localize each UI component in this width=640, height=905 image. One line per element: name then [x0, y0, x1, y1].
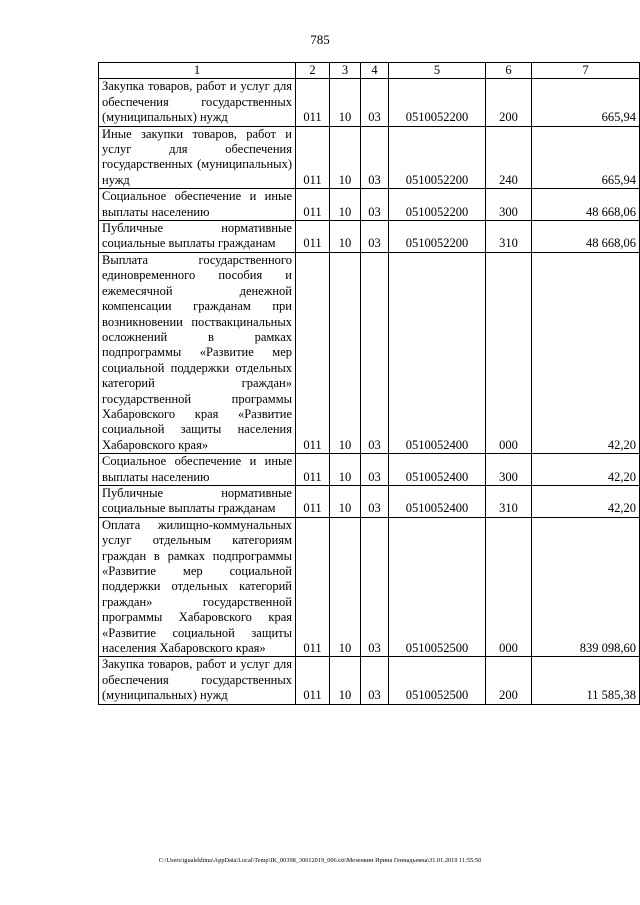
row-target-article: 0510052500 — [389, 657, 486, 704]
row-expense-type: 310 — [486, 485, 532, 517]
header-col-4: 4 — [361, 63, 389, 79]
row-ministry-code: 011 — [296, 657, 330, 704]
row-target-article: 0510052400 — [389, 252, 486, 453]
row-description: Оплата жилищно-коммунальных услуг отдельным категориям граждан в рамках подпрограммы «Развитие мер социальной поддержки отдельных категорий граждан» государственной программы Хабаровского края «Развитие социальной защиты населения Хабаровского края» — [99, 517, 296, 657]
page-number: 785 — [310, 32, 330, 47]
table-row — [99, 221, 640, 253]
row-section-code: 10 — [330, 485, 361, 517]
table-row — [99, 657, 640, 704]
table-row — [99, 517, 640, 657]
row-amount: 42,20 — [532, 252, 640, 453]
row-description: Иные закупки товаров, работ и услуг для обеспечения государственных (муниципальных) нужд — [99, 126, 296, 189]
row-description: Социальное обеспечение и иные выплаты населению — [99, 454, 296, 486]
row-description: Закупка товаров, работ и услуг для обеспечения государственных (муниципальных) нужд — [99, 657, 296, 704]
row-description: Публичные нормативные социальные выплаты гражданам — [99, 485, 296, 517]
table-row — [99, 126, 640, 189]
row-target-article: 0510052400 — [389, 454, 486, 486]
header-col-3: 3 — [330, 63, 361, 79]
header-col-7: 7 — [532, 63, 640, 79]
row-section-code: 10 — [330, 454, 361, 486]
row-section-code: 10 — [330, 126, 361, 189]
row-section-code: 10 — [330, 189, 361, 221]
row-section-code: 10 — [330, 79, 361, 126]
row-target-article: 0510052200 — [389, 126, 486, 189]
row-expense-type: 300 — [486, 189, 532, 221]
row-amount: 665,94 — [532, 126, 640, 189]
row-amount: 11 585,38 — [532, 657, 640, 704]
row-amount: 48 668,06 — [532, 189, 640, 221]
row-target-article: 0510052200 — [389, 79, 486, 126]
row-section-code: 10 — [330, 517, 361, 657]
table-row — [99, 189, 640, 221]
table-row — [99, 454, 640, 486]
row-ministry-code: 011 — [296, 126, 330, 189]
header-col-2: 2 — [296, 63, 330, 79]
row-expense-type: 300 — [486, 454, 532, 486]
row-subsection-code: 03 — [361, 79, 389, 126]
row-expense-type: 000 — [486, 252, 532, 453]
row-subsection-code: 03 — [361, 517, 389, 657]
table-header-row — [99, 63, 640, 79]
row-ministry-code: 011 — [296, 454, 330, 486]
row-ministry-code: 011 — [296, 252, 330, 453]
row-ministry-code: 011 — [296, 79, 330, 126]
row-amount: 839 098,60 — [532, 517, 640, 657]
table-row — [99, 79, 640, 126]
row-description: Выплата государственного единовременного пособия и ежемесячной денежной компенсации гражданам при возникновении поствакцинальных осложнений в рамках подпрограммы «Развитие мер социальной поддержки отдельных категорий граждан» государственной программы Хабаровского края «Развитие социальной защиты населения Хабаровского края» — [99, 252, 296, 453]
row-subsection-code: 03 — [361, 252, 389, 453]
header-col-1: 1 — [99, 63, 296, 79]
row-subsection-code: 03 — [361, 454, 389, 486]
row-section-code: 10 — [330, 657, 361, 704]
table-row — [99, 485, 640, 517]
row-subsection-code: 03 — [361, 126, 389, 189]
row-target-article: 0510052200 — [389, 221, 486, 253]
row-subsection-code: 03 — [361, 657, 389, 704]
row-description: Закупка товаров, работ и услуг для обеспечения государственных (муниципальных) нужд — [99, 79, 296, 126]
table-row — [99, 252, 640, 453]
row-ministry-code: 011 — [296, 485, 330, 517]
row-ministry-code: 011 — [296, 189, 330, 221]
row-description: Социальное обеспечение и иные выплаты населению — [99, 189, 296, 221]
row-subsection-code: 03 — [361, 221, 389, 253]
file-path-footer: C:\Users\igualekhina\AppData\Local\Temp\IK_00398_30012019_006.txt\Мезенкин Ирина Геннадьевна\31.01.2019 11:55:50 — [158, 857, 482, 864]
row-amount: 42,20 — [532, 485, 640, 517]
row-expense-type: 200 — [486, 79, 532, 126]
header-col-6: 6 — [486, 63, 532, 79]
row-expense-type: 240 — [486, 126, 532, 189]
row-expense-type: 200 — [486, 657, 532, 704]
row-target-article: 0510052200 — [389, 189, 486, 221]
row-section-code: 10 — [330, 252, 361, 453]
row-ministry-code: 011 — [296, 221, 330, 253]
header-col-5: 5 — [389, 63, 486, 79]
row-subsection-code: 03 — [361, 189, 389, 221]
row-section-code: 10 — [330, 221, 361, 253]
row-target-article: 0510052400 — [389, 485, 486, 517]
row-amount: 665,94 — [532, 79, 640, 126]
row-amount: 42,20 — [532, 454, 640, 486]
row-ministry-code: 011 — [296, 517, 330, 657]
row-subsection-code: 03 — [361, 485, 389, 517]
row-target-article: 0510052500 — [389, 517, 486, 657]
row-expense-type: 310 — [486, 221, 532, 253]
row-expense-type: 000 — [486, 517, 532, 657]
row-amount: 48 668,06 — [532, 221, 640, 253]
budget-table — [98, 62, 640, 705]
row-description: Публичные нормативные социальные выплаты гражданам — [99, 221, 296, 253]
